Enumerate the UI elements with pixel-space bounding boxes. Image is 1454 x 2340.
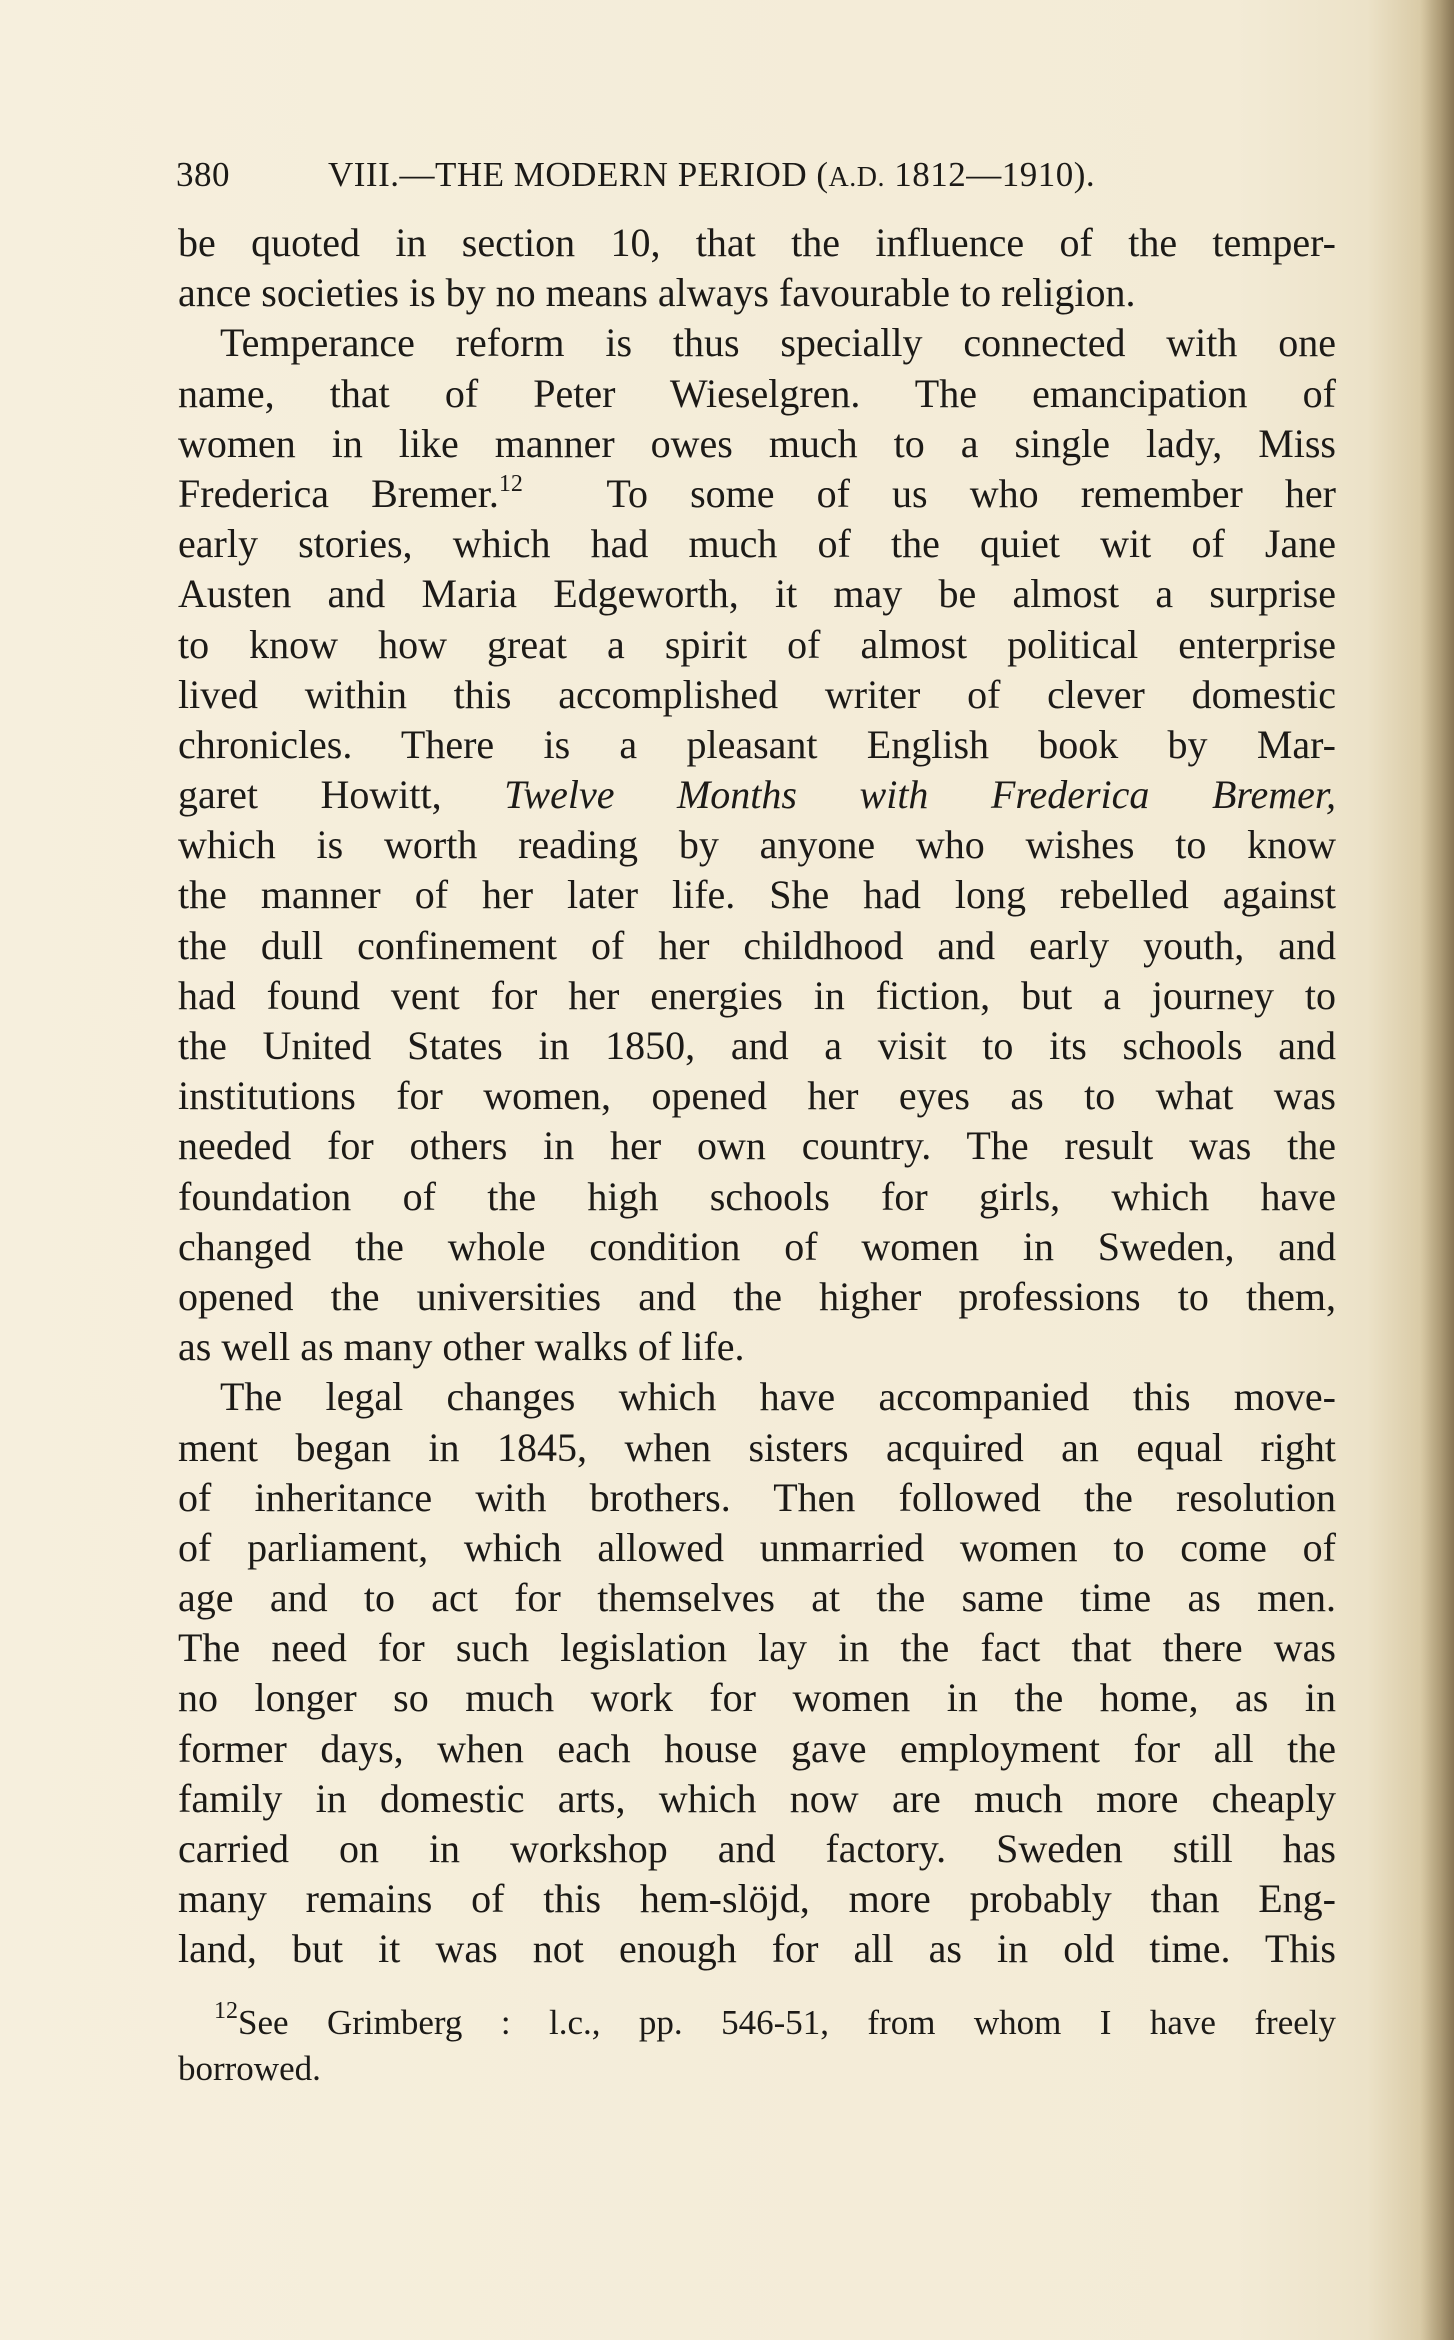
- text-line-with-footnote-ref: [178, 469, 1336, 519]
- text-line: former days, when each house gave employment for all the: [178, 1725, 1336, 1771]
- text-line: chronicles. There is a pleasant English book by Mar-: [178, 721, 1336, 767]
- text-line: name, that of Peter Wieselgren. The emancipation of: [178, 370, 1336, 416]
- text-line: women in like manner owes much to a single lady, Miss: [178, 420, 1336, 466]
- text-line: foundation of the high schools for girls, which have: [178, 1173, 1336, 1219]
- text-line: to know how great a spirit of almost political enterprise: [178, 621, 1336, 667]
- text-line: needed for others in her own country. The result was the: [178, 1123, 1336, 1169]
- text-line: family in domestic arts, which now are much more cheaply: [178, 1775, 1336, 1821]
- text-fragment: To some of us who remember her: [522, 470, 1337, 516]
- text-line: land, but it was not enough for all as in old time. This: [178, 1926, 1336, 1972]
- text-line: of parliament, which allowed unmarried women to come of: [178, 1524, 1336, 1570]
- text-line: be quoted in section 10, that the influence of the temper-: [178, 220, 1336, 265]
- text-fragment: garet Howitt,: [178, 772, 442, 818]
- page-number: 380: [176, 155, 230, 194]
- running-head: [176, 150, 1336, 200]
- text-line: of inheritance with brothers. Then followed the resolution: [178, 1474, 1336, 1520]
- text-line: many remains of this hem-slöjd, more probably than Eng-: [178, 1876, 1336, 1922]
- book-title: Twelve Months with Frederica Bremer,: [504, 772, 1336, 818]
- footnote-marker: 12: [214, 1998, 238, 2024]
- running-head-years: 1812—1910).: [884, 155, 1096, 194]
- footnote-line: borrowed.: [178, 2049, 321, 2088]
- text-line: age and to act for themselves at the same time as men.: [178, 1575, 1336, 1621]
- text-line: The legal changes which have accompanied this move-: [220, 1374, 1336, 1420]
- text-line: the dull confinement of her childhood and early youth, and: [178, 922, 1336, 968]
- text-line: as well as many other walks of life.: [178, 1324, 745, 1370]
- text-line: changed the whole condition of women in Sweden, and: [178, 1223, 1336, 1269]
- text-line: the United States in 1850, and a visit to its schools and: [178, 1023, 1336, 1068]
- footnote: [178, 2000, 1336, 2092]
- text-line: ment began in 1845, when sisters acquired an equal right: [178, 1424, 1336, 1470]
- text-line-with-book-title: [178, 770, 1336, 820]
- text-line: which is worth reading by anyone who wishes to know: [178, 822, 1336, 868]
- text-line: Temperance reform is thus specially connected with one: [220, 320, 1336, 366]
- running-head-era: A.D.: [828, 162, 885, 193]
- text-line: The need for such legislation lay in the fact that there was: [178, 1625, 1336, 1671]
- page-edge-shadow: [1420, 0, 1454, 2340]
- text-fragment: Frederica Bremer.: [178, 470, 499, 516]
- body-text: [178, 218, 1336, 1975]
- text-line: had found vent for her energies in fiction, but a journey to: [178, 972, 1336, 1018]
- text-line: Austen and Maria Edgeworth, it may be almost a surprise: [178, 571, 1336, 617]
- text-line: carried on in workshop and factory. Sweden still has: [178, 1826, 1336, 1871]
- text-line: institutions for women, opened her eyes as to what was: [178, 1073, 1336, 1119]
- footnote-text: See Grimberg : l.c., pp. 546-51, from whom I have freely: [238, 2003, 1336, 2042]
- text-line: opened the universities and the higher professions to them,: [178, 1273, 1336, 1319]
- text-line: the manner of her later life. She had long rebelled against: [178, 872, 1336, 918]
- text-line: lived within this accomplished writer of clever domestic: [178, 671, 1336, 717]
- footnote-line: [178, 2000, 1336, 2046]
- footnote-ref: 12: [498, 470, 523, 497]
- text-line: early stories, which had much of the quiet wit of Jane: [178, 521, 1336, 567]
- text-line: ance societies is by no means always favourable to religion.: [178, 270, 1136, 316]
- running-head-title: VIII.—THE MODERN PERIOD (: [328, 155, 829, 194]
- text-line: no longer so much work for women in the home, as in: [178, 1675, 1336, 1721]
